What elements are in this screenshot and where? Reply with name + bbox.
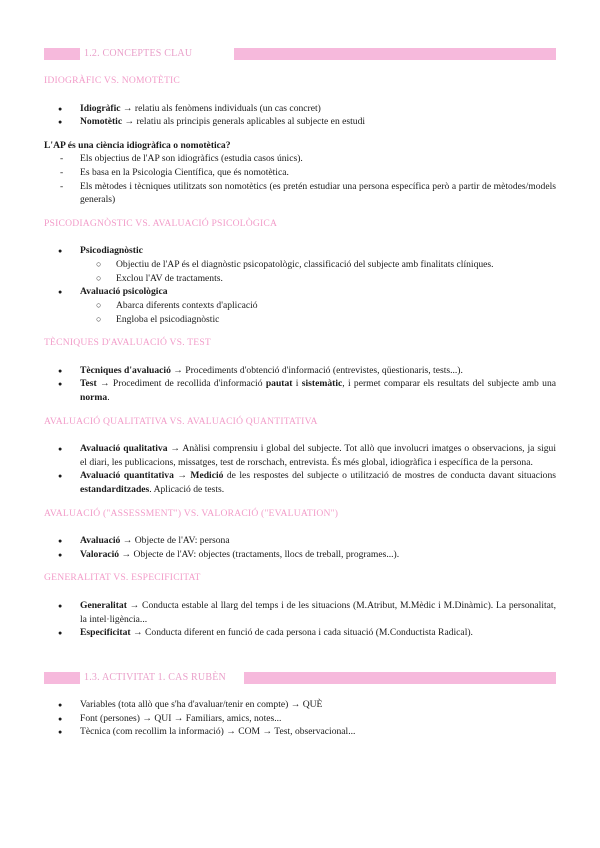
- list-item: [44, 626, 556, 640]
- section-title: 1.2. CONCEPTES CLAU: [84, 48, 193, 59]
- list-item: [44, 548, 556, 562]
- section-bar-left: [44, 48, 80, 60]
- definition: → Objecte de l'AV: persona: [120, 535, 230, 547]
- emphasis: sistemàtic: [301, 378, 343, 390]
- term: Nomotètic: [80, 116, 123, 128]
- list-item: [44, 364, 556, 378]
- term: Avaluació: [80, 535, 121, 547]
- definition: → Procediment de recollida d'informació: [96, 378, 266, 390]
- definition: , i permet comparar els resultats del subjecte amb una: [342, 378, 556, 390]
- list-item: [44, 115, 556, 129]
- definition: . Aplicació de tests.: [149, 484, 225, 496]
- term: Tècniques d'avaluació: [80, 364, 171, 376]
- list-item: [44, 285, 556, 326]
- definition: i: [292, 378, 302, 390]
- definition: → Conducta estable al llarg del temps i de les situacions (M.Atribut, M.Mèdic i M.Dinàmic). La personalitat, la intel·ligència...: [80, 600, 556, 625]
- list-item: - Els objectius de l'AP son idiogràfics (estudia casos únics).: [44, 152, 556, 166]
- sub-list-item: ○ Objectiu de l'AP és el diagnòstic psicopatològic, classificació del subjecte amb finalitats clíniques.: [80, 258, 556, 272]
- section-title: 1.3. ACTIVITAT 1. CAS RUBÈN: [84, 671, 226, 683]
- list-item: - Es basa en la Psicologia Científica, que és nomotètica.: [44, 166, 556, 180]
- list-item: [44, 244, 556, 285]
- definition: .: [107, 391, 110, 403]
- sub-list-item: ○ Exclou l'AV de tractaments.: [80, 272, 556, 286]
- sub-list: [80, 299, 556, 326]
- list-item: [44, 599, 556, 626]
- definition: → relatiu als principis generals aplicables al subjecte en estudi: [122, 116, 366, 128]
- list-item: [44, 442, 556, 469]
- subheading-idiografic: IDIOGRÀFIC VS. NOMOTÈTIC: [44, 75, 181, 86]
- term: Avaluació quantitativa: [80, 470, 174, 482]
- term: Valoració: [80, 548, 120, 560]
- arrow: →: [173, 470, 191, 482]
- sub-list-item: ○ Abarca diferents contexts d'aplicació: [80, 299, 556, 313]
- sub-list-item: ○ Engloba el psicodiagnòstic: [80, 313, 556, 327]
- definition: → Objecte de l'AV: objectes (tractaments, llocs de treball, programes...).: [119, 548, 400, 560]
- subheading-assessment: AVALUACIÓ ("ASSESSMENT") VS. VALORACIÓ ("EVALUATION"): [44, 507, 339, 519]
- subheading-qualitativa: AVALUACIÓ QUALITATIVA VS. AVALUACIÓ QUANTITATIVA: [44, 415, 318, 427]
- emphasis: Medició: [190, 470, 224, 482]
- section-header-1-2: [44, 46, 556, 62]
- definition: de les respostes del subjecte o utilització de mostres de conducta davant situacions: [223, 470, 556, 482]
- bullet-list: [44, 698, 556, 739]
- bullet-list: [44, 599, 556, 640]
- bullet-list: [44, 102, 556, 129]
- list-item: [44, 534, 556, 548]
- list-item: [44, 102, 556, 116]
- question-text: L'AP és una ciència idiogràfica o nomotètica?: [44, 139, 231, 151]
- definition: → Anàlisi comprensiu i global del subjecte. Tot allò que involucri imatges o observacions, ja sigui el diari, les publicacions, missatges, test de rorschach, entrevista. És més global, idiogràfica i específica de la persona.: [80, 443, 556, 468]
- definition: → Conducta diferent en funció de cada persona i cada situació (M.Conductista Radical).: [130, 627, 473, 639]
- emphasis: norma: [80, 391, 108, 403]
- term: Idiogràfic: [80, 102, 121, 114]
- subheading-tecniques: TÈCNIQUES D'AVALUACIÓ VS. TEST: [44, 337, 211, 349]
- list-item: [44, 469, 556, 496]
- section-bar-left: [44, 672, 80, 684]
- subheading-psicodiagnostic: PSICODIAGNÒSTIC VS. AVALUACIÓ PSICOLÒGICA: [44, 217, 278, 229]
- term: Avaluació qualitativa: [80, 443, 168, 455]
- sub-list: [80, 258, 556, 285]
- dash-list: [44, 152, 556, 206]
- term: Test: [80, 378, 97, 390]
- list-item: ● Tècnica (com recollim la informació) → COM → Test, observacional...: [44, 725, 556, 739]
- bullet-list: [44, 442, 556, 496]
- list-item: [44, 377, 556, 404]
- term: Psicodiagnòstic: [80, 245, 143, 257]
- list-item: - Els mètodes i tècniques utilitzats son nomotètics (es pretén estudiar una persona específica però a partir de mètodes/models generals): [44, 180, 556, 207]
- emphasis: estandarditzades: [80, 484, 150, 496]
- bullet-list: [44, 244, 556, 326]
- emphasis: pautat: [265, 378, 293, 390]
- term: Generalitat: [80, 600, 127, 612]
- document-page: [44, 46, 556, 739]
- section-bar-right: [244, 672, 556, 684]
- subheading-generalitat: GENERALITAT VS. ESPECIFICITAT: [44, 572, 201, 584]
- bullet-list: [44, 364, 556, 405]
- definition: → Procediments d'obtenció d'informació (entrevistes, qüestionaris, tests...).: [170, 364, 463, 376]
- list-item: ● Font (persones) → QUI → Familiars, amics, notes...: [44, 712, 556, 726]
- definition: → relatiu als fenòmens individuals (un cas concret): [120, 102, 321, 114]
- section-header-1-3: [44, 670, 556, 686]
- list-item: ● Variables (tota allò que s'ha d'avaluar/tenir en compte) → QUÈ: [44, 698, 556, 712]
- term: Avaluació psicològica: [80, 286, 168, 298]
- bullet-list: [44, 534, 556, 561]
- section-bar-right: [234, 48, 556, 60]
- term: Especificitat: [80, 627, 131, 639]
